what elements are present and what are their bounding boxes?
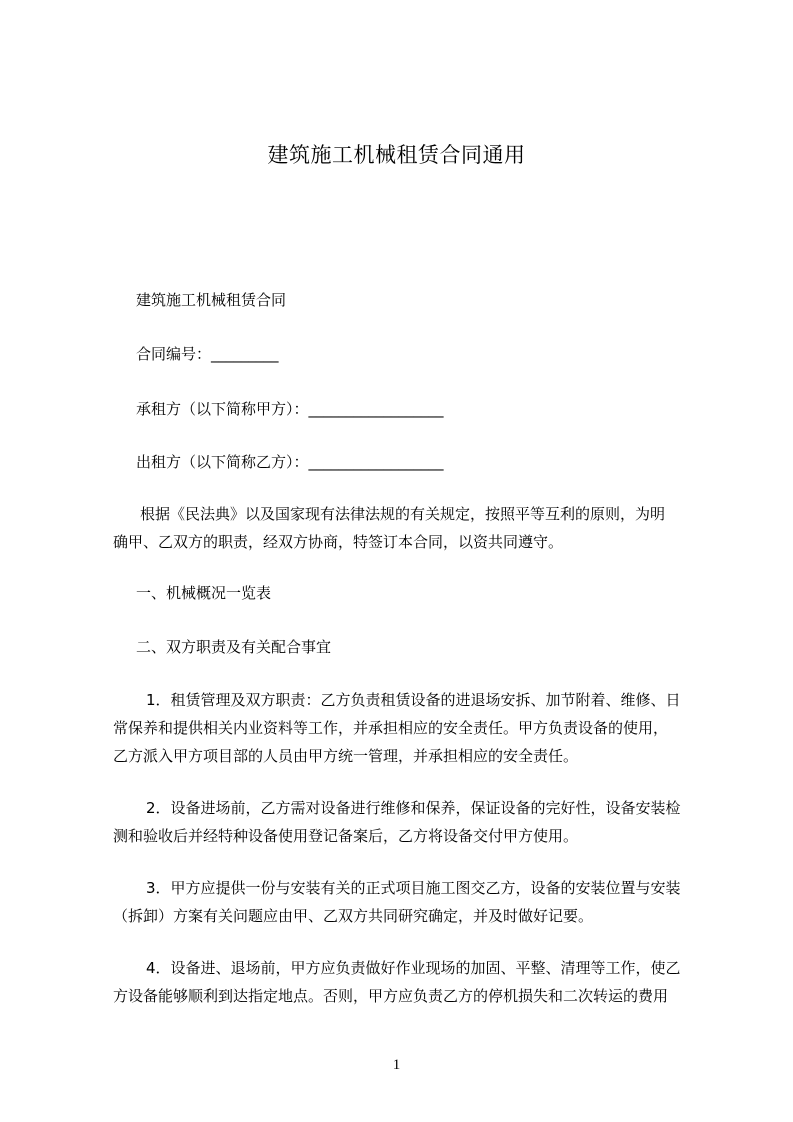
section-heading-responsibilities: 二、双方职责及有关配合事宜 [136,638,332,656]
section-heading-machinery: 一、机械概况一览表 [136,584,272,602]
clause-line: 常保养和提供相关内业资料等工作，并承担相应的安全责任。甲方负责设备的使用， [113,719,669,737]
clause-3 [113,874,693,930]
clause-4 [113,954,693,1010]
lessor-field: 出租方（以下简称乙方）：__________________ [136,453,444,471]
contract-name: 建筑施工机械租赁合同 [136,291,287,309]
clause-line: 4．设备进、退场前，甲方应负责做好作业现场的加固、平整、清理等工作，使乙 [146,959,681,977]
clause-line: 测和验收后并经特种设备使用登记备案后，乙方将设备交付甲方使用。 [113,827,579,845]
preamble-line: 根据《民法典》以及国家现有法律法规的有关规定，按照平等互利的原则，为明 [140,505,666,523]
contract-number-field: 合同编号：_________ [136,345,279,363]
lessee-field: 承租方（以下简称甲方）：__________________ [136,400,444,418]
clause-line: 乙方派入甲方项目部的人员由甲方统一管理，并承担相应的安全责任。 [113,747,579,765]
preamble-line: 确甲、乙双方的职责，经双方协商，特签订本合同，以资共同遵守。 [113,533,564,551]
clause-line: 2．设备进场前，乙方需对设备进行维修和保养，保证设备的完好性，设备安装检 [146,799,681,817]
clause-2 [113,794,693,850]
page-number: 1 [392,1057,401,1073]
clause-line: 1．租赁管理及双方职责：乙方负责租赁设备的进退场安拆、加节附着、维修、日 [146,691,681,709]
clause-line: 方设备能够顺利到达指定地点。否则，甲方应负责乙方的停机损失和二次转运的费用 [113,987,669,1005]
document-title: 建筑施工机械租赁合同通用 [267,143,526,167]
preamble-paragraph [113,500,693,556]
clause-line: 3．甲方应提供一份与安装有关的正式项目施工图交乙方，设备的安装位置与安装 [146,879,681,897]
clause-line: （拆卸）方案有关问题应由甲、乙双方共同研究确定，并及时做好记要。 [113,907,594,925]
clause-1 [113,686,693,770]
